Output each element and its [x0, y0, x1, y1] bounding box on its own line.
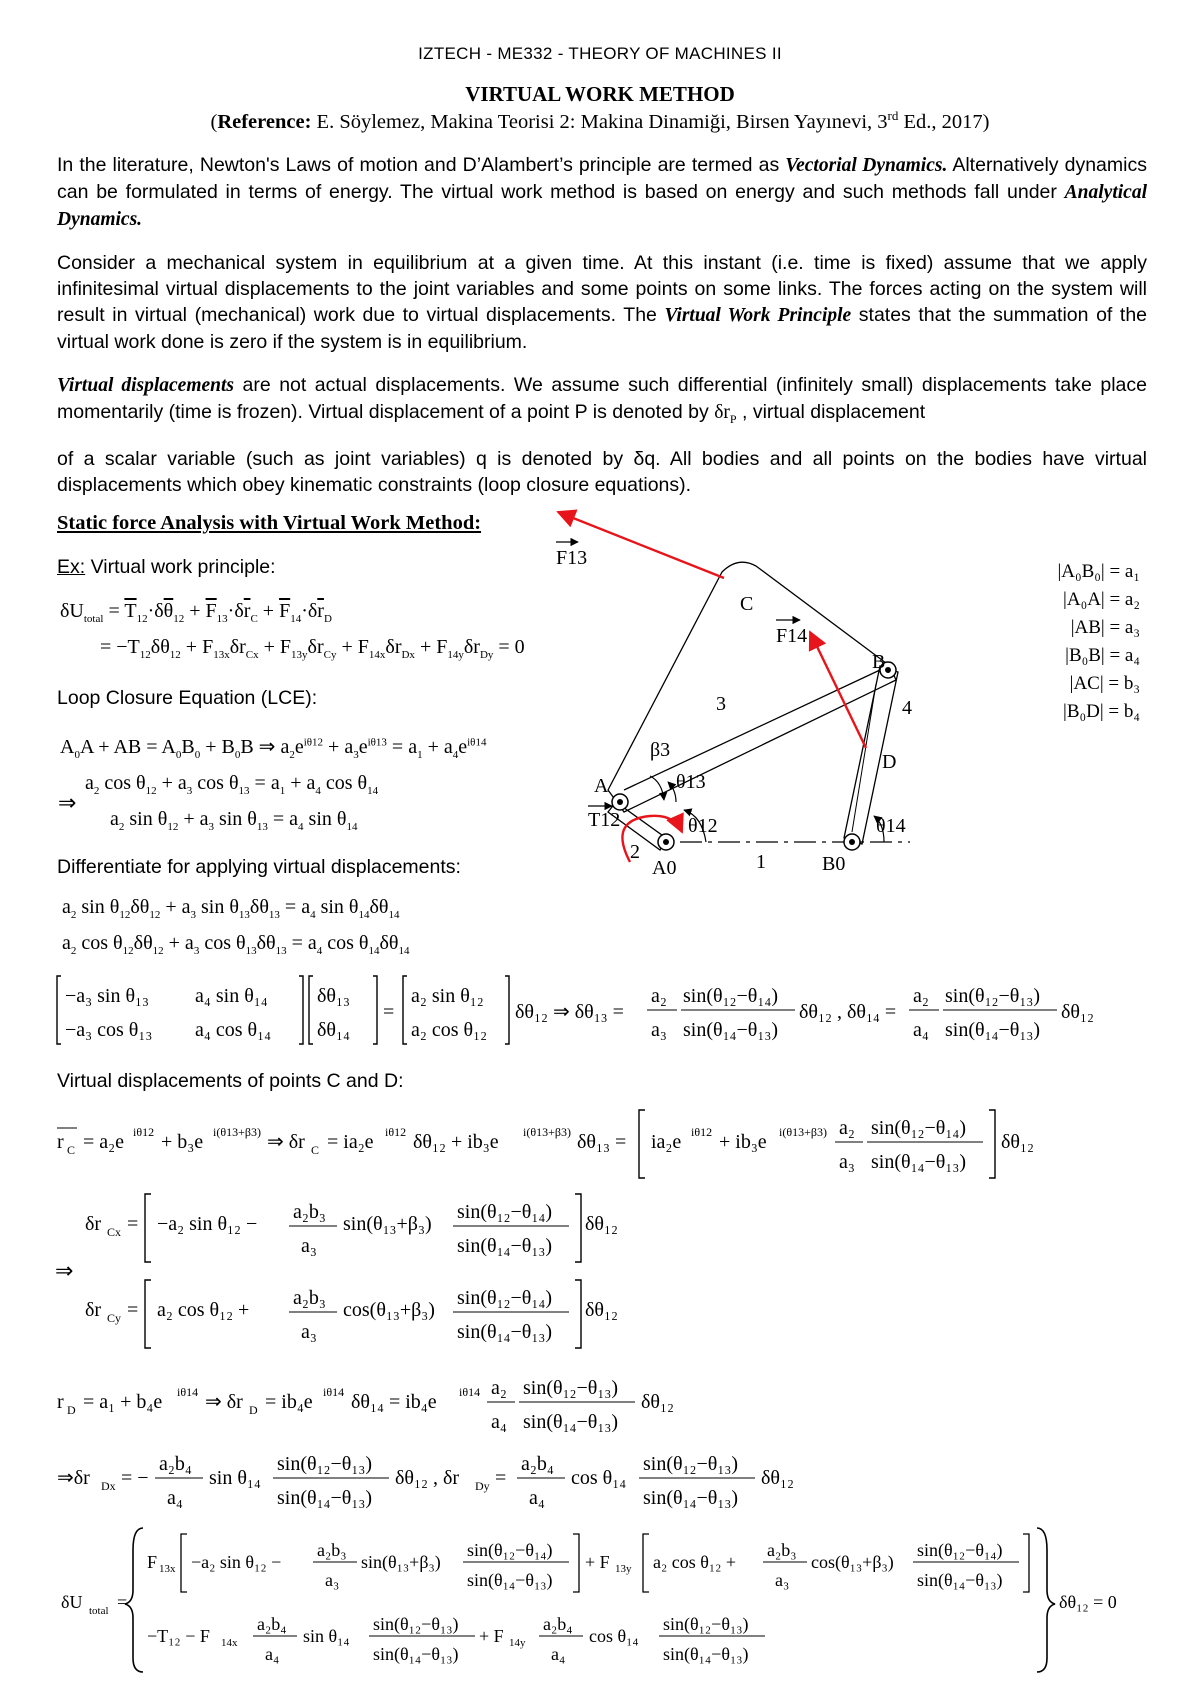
svg-text:13x: 13x: [159, 1563, 176, 1575]
svg-text:=: =: [127, 1213, 139, 1235]
label-theta13: θ13: [676, 771, 706, 793]
label-F14: F14: [776, 625, 808, 647]
svg-text:sin(θ₁₄−θ₁₃): sin(θ₁₄−θ₁₃): [683, 1019, 778, 1041]
svg-text:a₄: a₄: [265, 1644, 280, 1664]
svg-text:Cx: Cx: [107, 1225, 122, 1239]
svg-text:a₃: a₃: [301, 1321, 317, 1343]
link-length-a3: |AB| = a₃: [1070, 617, 1140, 638]
label-C: C: [740, 593, 754, 615]
svg-text:δθ₁₃ =: δθ₁₃ =: [577, 1131, 627, 1153]
label-A: A: [594, 775, 609, 797]
svg-text:iθ12: iθ12: [133, 1125, 155, 1139]
svg-text:sin(θ₁₂−θ₁₄): sin(θ₁₂−θ₁₄): [457, 1201, 552, 1223]
svg-text:sin(θ₁₂−θ₁₄): sin(θ₁₂−θ₁₄): [917, 1540, 1003, 1560]
svg-text:Dx: Dx: [101, 1479, 116, 1493]
svg-text:a₂ sin θ₁₂: a₂ sin θ₁₂: [411, 985, 484, 1007]
svg-text:δθ₁₂: δθ₁₂: [641, 1391, 674, 1413]
label-beta3: β3: [650, 739, 671, 761]
example-label: Ex:: [57, 556, 86, 578]
svg-text:iθ12: iθ12: [691, 1125, 713, 1139]
svg-text:a₃: a₃: [651, 1019, 667, 1041]
svg-text:iθ14: iθ14: [323, 1385, 345, 1399]
svg-text:a₂b₃: a₂b₃: [767, 1540, 797, 1560]
diff-eq-2: $a_2$ $\cos \theta_{12}\delta\theta_{12} + a_3$ $\cos \theta_{13}\delta\theta_{13} = a_4$ $\cos \theta_{14}\delta\theta_{14}$: [62, 932, 410, 957]
svg-text:sin(θ₁₄−θ₁₃): sin(θ₁₄−θ₁₃): [277, 1487, 372, 1509]
diff-heading: Differentiate for applying virtual displacements:: [57, 856, 461, 878]
svg-text:a₂ cos θ₁₂: a₂ cos θ₁₂: [411, 1019, 488, 1041]
svg-text:δθ₁₂ + ib₃e: δθ₁₂ + ib₃e: [413, 1131, 499, 1153]
label-B0: B0: [822, 853, 846, 875]
svg-text:a₂: a₂: [651, 985, 667, 1007]
lce-implies: ⇒: [58, 790, 77, 815]
svg-text:δθ₁₂: δθ₁₂: [1001, 1131, 1034, 1153]
lce-heading: Loop Closure Equation (LCE):: [57, 687, 318, 709]
label-theta14: θ14: [876, 815, 906, 837]
svg-text:C: C: [311, 1143, 320, 1157]
svg-text:=: =: [127, 1299, 139, 1321]
svg-text:δθ₁₂: δθ₁₂: [1061, 1001, 1094, 1023]
svg-text:a₃: a₃: [325, 1570, 340, 1590]
svg-text:= a₂e: = a₂e: [83, 1131, 125, 1153]
svg-text:sin(θ₁₄−θ₁₃): sin(θ₁₄−θ₁₃): [523, 1411, 618, 1433]
svg-text:i(θ13+β3): i(θ13+β3): [523, 1125, 571, 1139]
svg-text:=: =: [117, 1592, 128, 1612]
link-length-b4: |B₀D| = b₄: [1063, 701, 1140, 722]
svg-text:−a₃ cos θ₁₃: −a₃ cos θ₁₃: [65, 1019, 153, 1041]
label-D: D: [882, 751, 897, 773]
svg-text:a₂: a₂: [839, 1117, 855, 1139]
svg-text:sin(θ₁₂−θ₁₃): sin(θ₁₂−θ₁₃): [277, 1453, 372, 1475]
intro-p1-emphasis-2: Analytical Dynamics.: [57, 182, 1147, 230]
svg-text:cos θ₁₄: cos θ₁₄: [589, 1626, 639, 1646]
svg-text:sin(θ₁₄−θ₁₃): sin(θ₁₄−θ₁₃): [373, 1644, 459, 1664]
svg-text:sin θ₁₄: sin θ₁₄: [303, 1626, 350, 1646]
total-virtual-work-equation: [55, 1520, 1145, 1680]
svg-text:sin(θ₁₃+β₃): sin(θ₁₃+β₃): [343, 1213, 432, 1235]
virtual-work-expanded: = $-T_{12}\delta\theta_{12} + F_{13x}\delta r_{Cx} + F_{13y}\delta r_{Cy} + F_{14x}\delta r_{Dx} + F_{14y}\delta r_{Dy} = 0$: [100, 636, 525, 661]
svg-text:Cy: Cy: [107, 1311, 122, 1325]
svg-text:14y: 14y: [509, 1637, 526, 1649]
svg-text:sin(θ₁₄−θ₁₃): sin(θ₁₄−θ₁₃): [871, 1151, 966, 1173]
label-F13: F13: [556, 547, 588, 569]
rd-equation: [55, 1364, 755, 1444]
lce-equation: $A_0A$ + AB = $A_0B_0 + B_0B$ ⇒ $a_2e^{i\theta 12} + a_3e^{i\theta 13} = a_1 + a_4e^{i\theta 14}$: [60, 736, 487, 761]
intro-paragraph-3b: of a scalar variable (such as joint variables) q is denoted by δq. All bodies and all points on the bodies have virtual displacements which obey kinematic constraints (loop closure equations).: [57, 448, 1147, 496]
svg-text:C: C: [67, 1143, 76, 1157]
label-link-4: 4: [902, 697, 912, 719]
reference-label: Reference:: [217, 110, 312, 133]
reference-sup: rd: [887, 108, 899, 123]
svg-text:−a₃ sin θ₁₃: −a₃ sin θ₁₃: [65, 985, 149, 1007]
svg-text:a₄: a₄: [491, 1411, 507, 1433]
intro-p3-text: are not actual displacements. We assume such differential (infinitely small) displacements take place momentarily (time is frozen). Virtual displacement of a point P is denoted by: [57, 374, 1147, 423]
lce-sin: $a_2$ $\sin \theta_{12} + a_3$ $\sin \theta_{13} = a_4$ $\sin \theta_{14}$: [110, 808, 358, 833]
rc-equation: [55, 1104, 1145, 1184]
svg-text:cos(θ₁₃+β₃): cos(θ₁₃+β₃): [811, 1552, 894, 1572]
svg-text:+ F: + F: [479, 1626, 504, 1646]
svg-text:a₂b₃: a₂b₃: [293, 1287, 326, 1309]
link-lengths: [1020, 558, 1140, 726]
svg-text:D: D: [249, 1403, 258, 1417]
svg-text:a₄: a₄: [913, 1019, 929, 1041]
svg-text:iθ14: iθ14: [459, 1385, 481, 1399]
svg-text:δθ₁₂: δθ₁₂: [585, 1213, 618, 1235]
svg-text:a₂b₄: a₂b₄: [257, 1614, 287, 1634]
page-title: VIRTUAL WORK METHOD: [465, 82, 735, 106]
svg-text:sin(θ₁₄−θ₁₃): sin(θ₁₄−θ₁₃): [917, 1570, 1003, 1590]
svg-text:iθ12: iθ12: [385, 1125, 407, 1139]
svg-text:a₂b₄: a₂b₄: [159, 1453, 192, 1475]
svg-text:+ b₃e: + b₃e: [161, 1131, 204, 1153]
mechanism-diagram: [556, 520, 1020, 890]
intro-p2-emphasis: Virtual Work Principle: [664, 305, 852, 326]
reference-line: (Reference: E. Söylemez, Makina Teorisi 2: Makina Dinamiği, Birsen Yayınevi, 3rd Ed., 2017): [210, 108, 990, 133]
svg-text:cos θ₁₄: cos θ₁₄: [571, 1467, 627, 1489]
label-link-3: 3: [716, 693, 726, 715]
svg-text:⇒ δr: ⇒ δr: [205, 1391, 243, 1413]
svg-text:sin(θ₁₂−θ₁₄): sin(θ₁₂−θ₁₄): [457, 1287, 552, 1309]
svg-text:D: D: [67, 1403, 76, 1417]
svg-text:⇒ δr: ⇒ δr: [267, 1131, 305, 1153]
svg-text:14x: 14x: [221, 1637, 238, 1649]
svg-text:sin(θ₁₂−θ₁₃): sin(θ₁₂−θ₁₃): [523, 1377, 618, 1399]
svg-text:i(θ13+β3): i(θ13+β3): [779, 1125, 827, 1139]
label-T12: T12: [588, 809, 621, 831]
svg-text:cos(θ₁₃+β₃): cos(θ₁₃+β₃): [343, 1299, 435, 1321]
link-length-a1: |A₀B₀| = a₁: [1057, 561, 1140, 582]
intro-p1-emphasis: Vectorial Dynamics.: [785, 155, 948, 176]
svg-text:ia₂e: ia₂e: [651, 1131, 682, 1153]
svg-text:sin(θ₁₄−θ₁₃): sin(θ₁₄−θ₁₃): [457, 1321, 552, 1343]
svg-text:δθ₁₃: δθ₁₃: [317, 985, 350, 1007]
rd-components: [55, 1440, 955, 1520]
svg-text:i(θ13+β3): i(θ13+β3): [213, 1125, 261, 1139]
svg-text:a₂b₃: a₂b₃: [317, 1540, 347, 1560]
example-text: Virtual work principle:: [85, 556, 276, 578]
svg-text:sin(θ₁₄−θ₁₃): sin(θ₁₄−θ₁₃): [457, 1235, 552, 1257]
svg-text:a₄ cos θ₁₄: a₄ cos θ₁₄: [195, 1019, 272, 1041]
reference-text: E. Söylemez, Makina Teorisi 2: Makina Dinamiği, Birsen Yayınevi, 3: [311, 110, 888, 133]
intro-p2-text: Consider a mechanical system in equilibrium at a given time. At this instant (i.e. time is fixed) assume that we apply infinitesimal virtual displacements to the joint variables and some points on some links. The forces acting on the system will result in virtual (mechanical) work due to virtual displacements. The: [57, 252, 1147, 326]
svg-text:F: F: [147, 1552, 158, 1572]
svg-text:a₄: a₄: [167, 1487, 183, 1509]
svg-text:= a₁ + b₄e: = a₁ + b₄e: [83, 1391, 163, 1413]
svg-text:δθ₁₂ , δr: δθ₁₂ , δr: [395, 1467, 460, 1489]
svg-text:a₄: a₄: [529, 1487, 545, 1509]
theta13-arc: [668, 782, 676, 802]
svg-text:sin(θ₁₃+β₃): sin(θ₁₃+β₃): [361, 1552, 441, 1572]
intro-p3-emphasis: Virtual displacements: [57, 375, 234, 396]
section-heading: Static force Analysis with Virtual Work Method:: [57, 512, 482, 534]
svg-text:sin(θ₁₂−θ₁₄): sin(θ₁₂−θ₁₄): [467, 1540, 553, 1560]
svg-text:sin(θ₁₄−θ₁₃): sin(θ₁₄−θ₁₃): [467, 1570, 553, 1590]
svg-text:δθ₁₄: δθ₁₄: [317, 1019, 350, 1041]
intro-paragraph-1: [57, 152, 1147, 233]
label-A0: A0: [652, 857, 677, 879]
intro-p1-text: In the literature, Newton's Laws of motion and D’Alambert’s principle are termed as: [57, 154, 786, 176]
svg-text:sin(θ₁₄−θ₁₃): sin(θ₁₄−θ₁₃): [643, 1487, 738, 1509]
svg-text:sin(θ₁₂−θ₁₄): sin(θ₁₂−θ₁₄): [871, 1117, 966, 1139]
virtual-work-equation: $\delta U_{total} = \overline{T}_{12}\cdot\delta\overline{\theta}_{12} + \overline{F}_{13}\cdot\delta\overline{r}_C + \overline{F}_{14}\cdot\delta\overline{r}_D$: [60, 600, 332, 625]
svg-text:a₂: a₂: [491, 1377, 507, 1399]
label-link-1: 1: [756, 851, 766, 873]
svg-text:⇒δr: ⇒δr: [57, 1467, 90, 1489]
svg-text:sin θ₁₄: sin θ₁₄: [209, 1467, 261, 1489]
link-3-inner-edge: [624, 670, 880, 790]
svg-text:sin(θ₁₄−θ₁₃): sin(θ₁₄−θ₁₃): [945, 1019, 1040, 1041]
svg-text:a₂b₃: a₂b₃: [293, 1201, 326, 1223]
svg-text:sin(θ₁₂−θ₁₃): sin(θ₁₂−θ₁₃): [643, 1453, 738, 1475]
svg-text:a₃: a₃: [301, 1235, 317, 1257]
intro-paragraph-3: [57, 372, 1147, 432]
svg-text:13y: 13y: [615, 1563, 632, 1575]
svg-text:= ia₂e: = ia₂e: [327, 1131, 374, 1153]
svg-text:δθ₁₂ ⇒ δθ₁₃ =: δθ₁₂ ⇒ δθ₁₃ =: [515, 1001, 624, 1023]
label-B: B: [872, 651, 886, 673]
intro-p1-text-2: Alternatively dynamics can be formulated in terms of energy. The virtual work method is based on energy and such methods fall under: [57, 154, 1147, 203]
example-line: [57, 556, 276, 579]
link-length-a2: |A₀A| = a₂: [1063, 589, 1140, 610]
force-F14-arrow: [810, 632, 866, 748]
svg-text:sin(θ₁₂−θ₁₃): sin(θ₁₂−θ₁₃): [945, 985, 1040, 1007]
svg-text:δθ₁₂: δθ₁₂: [585, 1299, 618, 1321]
svg-text:δθ₁₂ , δθ₁₄ =: δθ₁₂ , δθ₁₄ =: [799, 1001, 897, 1023]
label-link-2: 2: [630, 841, 640, 863]
svg-text:Dy: Dy: [475, 1479, 490, 1493]
svg-text:δU: δU: [61, 1592, 83, 1612]
svg-text:a₂b₄: a₂b₄: [521, 1453, 554, 1475]
svg-text:r: r: [57, 1131, 64, 1153]
svg-text:= −: = −: [121, 1467, 149, 1489]
svg-text:iθ14: iθ14: [177, 1385, 199, 1399]
rc-components: [55, 1188, 755, 1358]
reference-end: Ed., 2017): [898, 110, 990, 133]
svg-text:sin(θ₁₂−θ₁₃): sin(θ₁₂−θ₁₃): [373, 1614, 459, 1634]
vd-heading: Virtual displacements of points C and D:: [57, 1070, 404, 1092]
svg-text:−a₂ sin θ₁₂ −: −a₂ sin θ₁₂ −: [157, 1213, 258, 1235]
link-length-a4: |B₀B| = a₄: [1065, 645, 1140, 666]
intro-p3-symbol: $\delta r_P$: [714, 402, 737, 426]
svg-text:=: =: [495, 1467, 507, 1489]
intro-paragraph-2: [57, 250, 1147, 355]
matrix-equation: [55, 972, 1145, 1052]
intro-p3-text-2: , virtual displacement: [736, 401, 926, 423]
svg-text:a₂b₄: a₂b₄: [543, 1614, 573, 1634]
svg-text:−T₁₂ − F: −T₁₂ − F: [147, 1626, 210, 1646]
intro-p2-text-2: states that the summation of the virtual work done is zero if the system is in equilibrium.: [57, 304, 1148, 353]
svg-text:= ib₄e: = ib₄e: [265, 1391, 313, 1413]
link-4-slot: [852, 684, 876, 832]
svg-text:δθ₁₄ = ib₄e: δθ₁₄ = ib₄e: [351, 1391, 437, 1413]
diff-eq-1: $a_2$ $\sin \theta_{12}\delta\theta_{12} + a_3$ $\sin \theta_{13}\delta\theta_{13} = a_4$ $\sin \theta_{14}\delta\theta_{14}$: [62, 896, 400, 921]
svg-text:a₂: a₂: [913, 985, 929, 1007]
svg-text:total: total: [89, 1605, 109, 1617]
svg-text:a₄ sin θ₁₄: a₄ sin θ₁₄: [195, 985, 268, 1007]
svg-text:δθ₁₂: δθ₁₂: [761, 1467, 794, 1489]
svg-text:δθ₁₂ = 0: δθ₁₂ = 0: [1059, 1592, 1117, 1612]
svg-text:δr: δr: [85, 1299, 102, 1321]
svg-text:+ F: + F: [585, 1552, 610, 1572]
svg-text:=: =: [383, 1001, 395, 1023]
svg-text:δr: δr: [85, 1213, 102, 1235]
lce-cos: $a_2$ $\cos \theta_{12} + a_3$ $\cos \theta_{13} = a_1 + a_4$ $\cos \theta_{14}$: [85, 772, 379, 797]
svg-text:sin(θ₁₂−θ₁₄): sin(θ₁₂−θ₁₄): [683, 985, 778, 1007]
svg-text:a₂ cos θ₁₂ +: a₂ cos θ₁₂ +: [157, 1299, 250, 1321]
svg-text:a₂ cos θ₁₂ +: a₂ cos θ₁₂ +: [653, 1552, 737, 1572]
link-length-b3: |AC| = b₃: [1069, 673, 1140, 694]
svg-text:sin(θ₁₄−θ₁₃): sin(θ₁₄−θ₁₃): [663, 1644, 749, 1664]
svg-text:r: r: [57, 1391, 64, 1413]
svg-text:⇒: ⇒: [55, 1258, 74, 1283]
svg-text:a₄: a₄: [551, 1644, 566, 1664]
svg-text:sin(θ₁₂−θ₁₃): sin(θ₁₂−θ₁₃): [663, 1614, 749, 1634]
label-theta12: θ12: [688, 815, 718, 837]
svg-text:+ ib₃e: + ib₃e: [719, 1131, 767, 1153]
svg-text:a₃: a₃: [839, 1151, 855, 1173]
course-header: IZTECH - ME332 - THEORY OF MACHINES II: [418, 44, 782, 63]
svg-text:a₃: a₃: [775, 1570, 790, 1590]
svg-text:−a₂ sin θ₁₂ −: −a₂ sin θ₁₂ −: [191, 1552, 282, 1572]
